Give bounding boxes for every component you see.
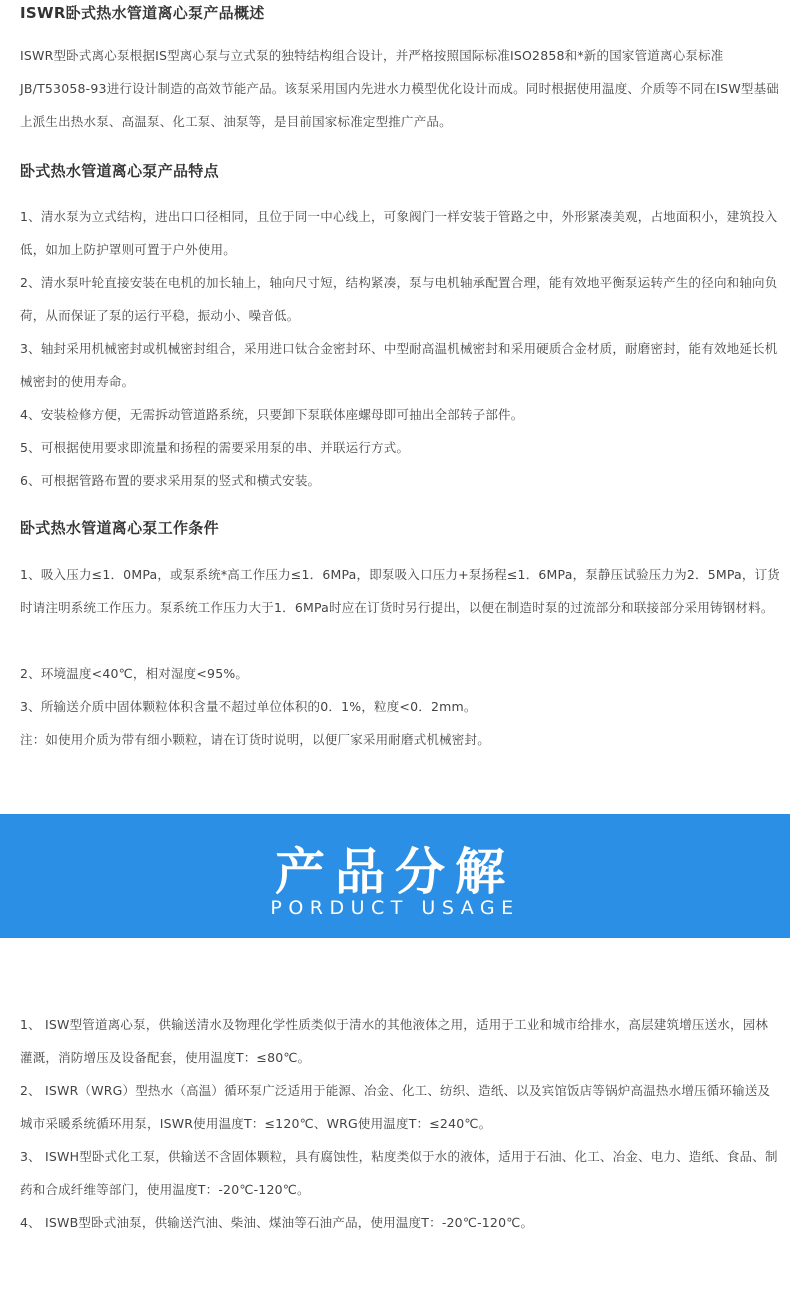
overview-paragraph: ISWR型卧式离心泵根据IS型离心泵与立式泵的独特结构组合设计，并严格按照国际标准ISO2858和*新的国家管道离心泵标准JB/T53058-93进行设计制造的高效节能产品。该泵采用国内先进水力模型优化设计而成。同时根据使用温度、介质等不同在ISW型基础上派生出热水泵、高温泵、化工泵、油泵等，是目前国家标准定型推广产品。 — [20, 48, 779, 129]
features-item-6: 6、可根据管路布置的要求采用泵的竖式和横式安装。 — [20, 473, 321, 488]
features-item-1: 1、清水泵为立式结构，进出口口径相同，且位于同一中心线上，可象阀门一样安装于管路之中，外形紧凑美观，占地面积小，建筑投入低，如加上防护罩则可置于户外使用。 — [20, 209, 778, 257]
usage-item-3: 3、 ISWH型卧式化工泵，供输送不含固体颗粒，具有腐蚀性，粘度类似于水的液体，适用于石油、化工、冶金、电力、造纸、食品、制药和合成纤维等部门，使用温度T：-20℃-120℃。 — [20, 1149, 778, 1197]
features-heading: 卧式热水管道离心泵产品特点 — [20, 162, 219, 180]
conditions-heading: 卧式热水管道离心泵工作条件 — [20, 519, 219, 537]
usage-item-2: 2、 ISWR（WRG）型热水（高温）循环泵广泛适用于能源、冶金、化工、纺织、造纸、以及宾馆饭店等锅炉高温热水增压循环输送及城市采暖系统循环用泵，ISWR使用温度T：≤120℃、WRG使用温度T：≤240℃。 — [20, 1083, 771, 1131]
conditions-item-2: 2、环境温度<40℃，相对湿度<95%。 — [20, 666, 249, 681]
section-banner — [0, 814, 790, 938]
conditions-note: 注：如使用介质为带有细小颗粒，请在订货时说明，以便厂家采用耐磨式机械密封。 — [20, 732, 490, 747]
overview-heading: ISWR卧式热水管道离心泵产品概述 — [20, 4, 265, 22]
banner-subtitle: PORDUCT USAGE — [270, 897, 520, 919]
conditions-item-3: 3、所输送介质中固体颗粒体积含量不超过单位体积的0．1%，粒度<0．2mm。 — [20, 699, 477, 714]
usage-item-1: 1、 ISW型管道离心泵，供输送清水及物理化学性质类似于清水的其他液体之用，适用于工业和城市给排水，高层建筑增压送水，园林灌溉，消防增压及设备配套，使用温度T：≤80℃。 — [20, 1017, 769, 1065]
conditions-item-1: 1、吸入压力≤1．0MPa，或泵系统*高工作压力≤1．6MPa，即泵吸入口压力+泵扬程≤1．6MPa，泵静压试验压力为2．5MPa，订货时请注明系统工作压力。泵系统工作压力大于1．6MPa时应在订货时另行提出，以便在制造时泵的过流部分和联接部分采用铸钢材料。 — [20, 567, 781, 615]
features-item-2: 2、清水泵叶轮直接安装在电机的加长轴上，轴向尺寸短，结构紧凑，泵与电机轴承配置合理，能有效地平衡泵运转产生的径向和轴向负荷，从而保证了泵的运行平稳，振动小、噪音低。 — [20, 275, 778, 323]
features-item-4: 4、安装检修方便，无需拆动管道路系统，只要卸下泵联体座螺母即可抽出全部转子部件。 — [20, 407, 524, 422]
banner-title: 产品分解 — [275, 843, 515, 901]
features-item-5: 5、可根据使用要求即流量和扬程的需要采用泵的串、并联运行方式。 — [20, 440, 410, 455]
features-item-3: 3、轴封采用机械密封或机械密封组合，采用进口钛合金密封环、中型耐高温机械密封和采用硬质合金材质，耐磨密封，能有效地延长机械密封的使用寿命。 — [20, 341, 778, 389]
usage-item-4: 4、 ISWB型卧式油泵，供输送汽油、柴油、煤油等石油产品，使用温度T：-20℃-120℃。 — [20, 1215, 534, 1230]
